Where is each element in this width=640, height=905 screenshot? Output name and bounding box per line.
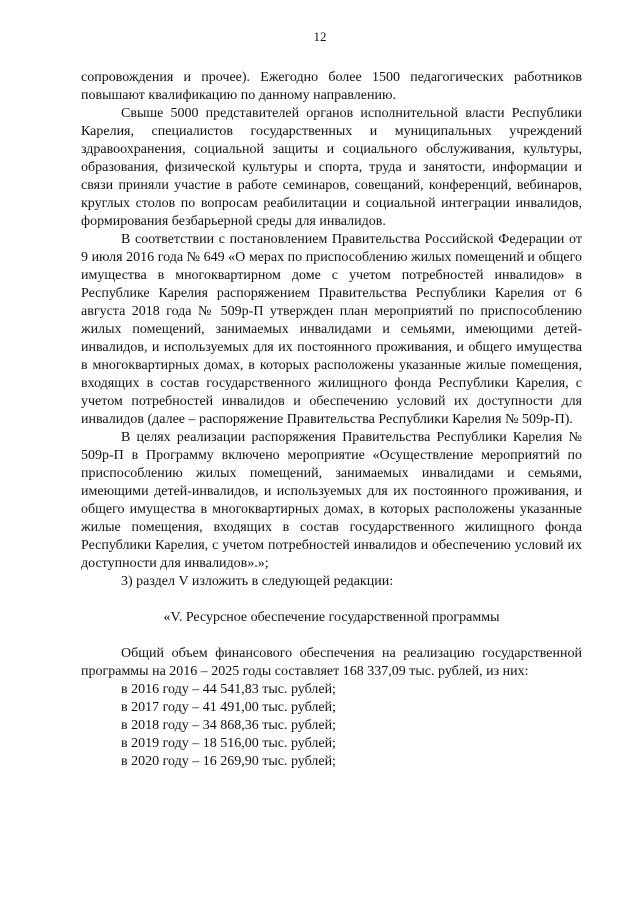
page-number: 12: [313, 29, 327, 44]
funding-year-2017: в 2017 году – 41 491,00 тыс. рублей;: [121, 700, 336, 715]
paragraph-program-measure: В целях реализации распоряжения Правительства Республики Карелия № 509р-П в Программу включено мероприятие «Осуществление мероприятий по приспособлению жилых помещений, занимаемых инвалидами и семьями, имеющими детей-инвалидов, и используемых для их постоянного проживания, и общего имущества в многоквартирных домах, в которых расположены указанные жилые помещения, входящих в состав государственного жилищного фонда Республики Карелия, с учетом потребностей инвалидов и обеспечению условий их доступности для инвалидов».»;: [81, 430, 582, 571]
paragraph-amendment: 3) раздел V изложить в следующей редакции:: [121, 574, 394, 589]
funding-year-2020: в 2020 году – 16 269,90 тыс. рублей;: [121, 754, 336, 769]
funding-intro: Общий объем финансового обеспечения на реализацию государственной программы на 2016 – 2025 годы составляет 168 337,09 тыс. рублей, из них:: [81, 646, 582, 679]
document-body: [81, 69, 582, 771]
funding-year-2018: в 2018 году – 34 868,36 тыс. рублей;: [121, 718, 336, 733]
paragraph-continuation: сопровождения и прочее). Ежегодно более 1500 педагогических работников повышают квалификацию по данному направлению.: [81, 70, 582, 103]
paragraph-participants: Свыше 5000 представителей органов исполнительной власти Республики Карелия, специалистов государственных и муниципальных учреждений здравоохранения, социальной защиты и социального обслуживания, культуры, образования, физической культуры и спорта, труда и занятости, информации и связи приняли участие в работе семинаров, совещаний, конференций, вебинаров, круглых столов по вопросам реабилитации и социальной интеграции инвалидов, формирования безбарьерной среды для инвалидов.: [81, 106, 582, 229]
paragraph-resolution: В соответствии с постановлением Правительства Российской Федерации от 9 июля 2016 года № 649 «О мерах по приспособлению жилых помещений и общего имущества в многоквартирном доме с учетом потребностей инвалидов» в Республике Карелия распоряжением Правительства Республики Карелия от 6 августа 2018 года № 509р-П утвержден план мероприятий по приспособлению жилых помещений, занимаемых инвалидами и семьями, имеющими детей-инвалидов, и используемых для их постоянного проживания, и общего имущества в многоквартирных домах, в которых расположены указанные жилые помещения, входящих в состав государственного жилищного фонда Республики Карелия, с учетом потребностей инвалидов и обеспечению условий их доступности для инвалидов (далее – распоряжение Правительства Республики Карелия № 509р-П).: [81, 232, 582, 427]
funding-year-2016: в 2016 году – 44 541,83 тыс. рублей;: [121, 682, 336, 697]
section-heading: «V. Ресурсное обеспечение государственной программы: [163, 610, 500, 625]
funding-year-2019: в 2019 году – 18 516,00 тыс. рублей;: [121, 736, 336, 751]
